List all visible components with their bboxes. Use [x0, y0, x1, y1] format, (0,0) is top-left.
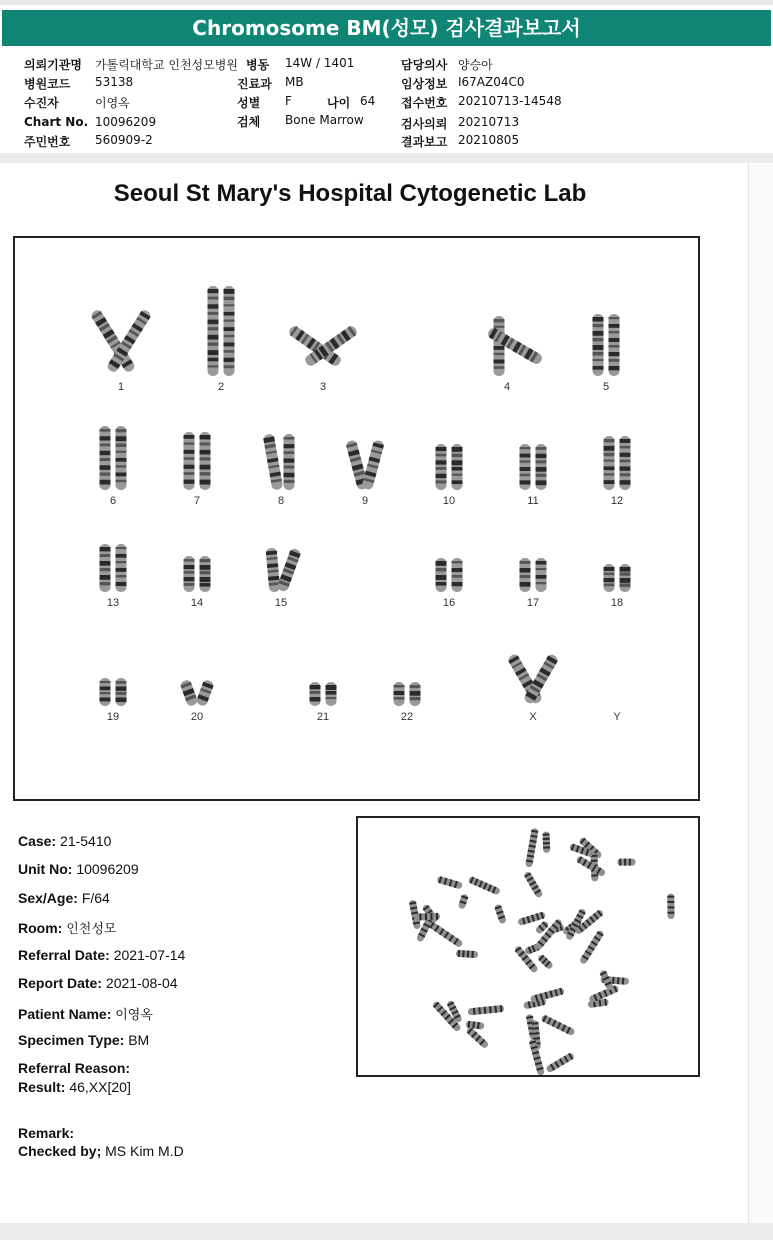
- patient-name-value: 이영옥: [115, 1007, 153, 1022]
- chromosome: [200, 432, 211, 490]
- report-title: Chromosome BM(성모) 검사결과보고서: [2, 10, 771, 46]
- chromosome-label: 14: [190, 597, 204, 609]
- doctor-value: 양승아: [458, 58, 493, 72]
- metaphase-chromosome: [537, 953, 554, 970]
- right-margin: [749, 163, 773, 1223]
- metaphase-chromosome: [542, 831, 550, 853]
- chromosome-label: 2: [217, 381, 225, 393]
- remark-line: [18, 1125, 74, 1141]
- chromosome-label: 1: [117, 381, 125, 393]
- institution-value: 가톨릭대학교 인천성모병원: [95, 58, 238, 72]
- metaphase-chromosome: [494, 904, 507, 925]
- checked-label: Checked by;: [18, 1143, 102, 1159]
- chromosome: [361, 439, 385, 490]
- chart-value: 10096209: [95, 115, 157, 129]
- chromosome: [184, 556, 195, 592]
- metaphase-chromosome: [436, 876, 463, 890]
- metaphase-chromosome: [523, 871, 543, 899]
- chromosome-label: 4: [503, 381, 511, 393]
- chromosome: [620, 564, 631, 592]
- bottom-margin: [0, 1223, 773, 1240]
- chromosome: [263, 433, 284, 490]
- chromosome: [100, 544, 111, 592]
- chromosome-label: 15: [274, 597, 288, 609]
- referral-date-label: Referral Date:: [18, 947, 110, 963]
- chromosome: [609, 314, 620, 376]
- specimen-type-value: BM: [128, 1032, 150, 1048]
- top-border: [0, 0, 773, 5]
- chromosome: [394, 682, 405, 706]
- chromosome: [200, 556, 211, 592]
- chromosome: [195, 679, 214, 707]
- specimen-value: Bone Marrow: [285, 113, 364, 127]
- patient-name-label: Patient Name:: [18, 1006, 112, 1022]
- age-label: 나이: [327, 96, 351, 110]
- chromosome: [536, 444, 547, 490]
- chromosome-label: 9: [361, 495, 369, 507]
- metaphase-chromosome: [617, 859, 635, 866]
- remark-label: Remark:: [18, 1125, 75, 1141]
- metaphase-chromosome: [534, 918, 563, 951]
- chromosome: [604, 436, 615, 490]
- chromosome: [410, 682, 421, 706]
- report-date-label: Report Date:: [18, 975, 103, 991]
- clinical-label: 임상정보: [401, 77, 448, 91]
- chromosome-label: 19: [106, 711, 120, 723]
- result-line: [18, 1079, 131, 1095]
- sex-label: 성별: [237, 96, 261, 110]
- referral-date-line: [18, 947, 185, 963]
- metaphase-chromosome: [529, 1038, 545, 1075]
- patient-name-line: [18, 1004, 153, 1023]
- chromosome-label: 17: [526, 597, 540, 609]
- chromosome-label: 16: [442, 597, 456, 609]
- chromosome-label: X: [529, 711, 537, 723]
- ward-label: 병동: [246, 58, 270, 72]
- sex-value: F: [285, 94, 292, 108]
- chromosome: [452, 444, 463, 490]
- case-value: 21-5410: [60, 833, 112, 849]
- chromosome: [326, 682, 337, 706]
- chromosome: [208, 286, 219, 376]
- dept-value: MB: [285, 75, 304, 89]
- unit-line: [18, 861, 139, 877]
- referral-reason-line: [18, 1060, 130, 1076]
- chromosome-label: 11: [527, 495, 539, 507]
- chromosome: [184, 432, 195, 490]
- room-value: 인천성모: [66, 921, 117, 936]
- chromosome-label: Y: [613, 711, 621, 723]
- room-label: Room:: [18, 920, 63, 936]
- request-value: 20210713: [458, 115, 520, 129]
- chromosome-label: 10: [442, 495, 456, 507]
- chromosome: [494, 316, 505, 376]
- case-label: Case:: [18, 833, 57, 849]
- chromosome: [116, 678, 127, 706]
- chromosome: [284, 434, 295, 490]
- chromosome: [436, 558, 447, 592]
- report-date-line: [18, 975, 178, 991]
- age-value: 64: [360, 94, 376, 108]
- chromosome: [620, 436, 631, 490]
- section-divider: [0, 153, 773, 163]
- specimen-type-line: [18, 1032, 149, 1048]
- request-label: 검사의뢰: [401, 117, 448, 131]
- metaphase-chromosome: [545, 1052, 575, 1074]
- chromosome: [436, 444, 447, 490]
- patient-value: 이영옥: [95, 96, 130, 110]
- chromosome-label: 20: [190, 711, 204, 723]
- institution-label: 의뢰기관명: [24, 58, 82, 72]
- patient-label: 수진자: [24, 96, 59, 110]
- referral-date-value: 2021-07-14: [113, 947, 186, 963]
- sexage-line: [18, 890, 110, 906]
- metaphase-chromosome: [458, 893, 469, 909]
- checked-line: [18, 1143, 184, 1159]
- chart-label: Chart No.: [24, 115, 89, 129]
- metaphase-chromosome: [525, 828, 539, 868]
- chromosome-label: 21: [316, 711, 330, 723]
- chromosome-label: 3: [319, 381, 327, 393]
- metaphase-chromosome: [456, 950, 479, 958]
- chromosome: [310, 682, 321, 706]
- report-date-value: 2021-08-04: [105, 975, 178, 991]
- lab-title: Seoul St Mary's Hospital Cytogenetic Lab: [113, 180, 587, 207]
- checked-value: MS Kim M.D: [105, 1143, 184, 1159]
- patient-info-grid: [0, 52, 773, 152]
- receipt-label: 접수번호: [401, 96, 448, 110]
- dept-label: 진료과: [237, 77, 272, 91]
- chromosome-label: 12: [610, 495, 624, 507]
- chromosome: [593, 314, 604, 376]
- chromosome-label: 22: [400, 711, 414, 723]
- chromosome-label: 8: [277, 495, 285, 507]
- metaphase-figure: [358, 818, 698, 1075]
- unit-label: Unit No:: [18, 861, 73, 877]
- report-value: 20210805: [458, 133, 520, 147]
- rrn-label: 주민번호: [24, 135, 71, 149]
- specimen-type-label: Specimen Type:: [18, 1032, 125, 1048]
- chromosome-label: 5: [602, 381, 610, 393]
- chromosome-label: 7: [193, 495, 201, 507]
- metaphase-chromosome: [428, 921, 464, 949]
- referral-reason-label: Referral Reason:: [18, 1060, 131, 1076]
- chromosome: [100, 426, 111, 490]
- chromosome: [116, 426, 127, 490]
- chromosome-label: 13: [106, 597, 120, 609]
- metaphase-chromosome: [466, 1021, 485, 1030]
- unit-value: 10096209: [76, 861, 139, 877]
- metaphase-image: [356, 816, 700, 1077]
- chromosome-label: 18: [610, 597, 624, 609]
- clinical-value: I67AZ04C0: [458, 75, 525, 89]
- chromosome: [276, 547, 301, 592]
- hospital-code-value: 53138: [95, 75, 134, 89]
- result-value: 46,XX[20]: [69, 1079, 131, 1095]
- metaphase-chromosome: [468, 1005, 505, 1016]
- result-label: Result:: [18, 1079, 66, 1095]
- chromosome: [520, 558, 531, 592]
- karyogram-figure: [15, 238, 698, 799]
- metaphase-chromosome: [465, 1026, 489, 1049]
- chromosome: [100, 678, 111, 706]
- chromosome: [520, 444, 531, 490]
- chromosome: [604, 564, 615, 592]
- receipt-value: 20210713-14548: [458, 94, 562, 108]
- ward-value: 14W / 1401: [285, 56, 355, 70]
- chromosome: [116, 544, 127, 592]
- chromosome: [179, 679, 198, 707]
- metaphase-chromosome: [414, 913, 440, 921]
- rrn-value: 560909-2: [95, 133, 153, 147]
- sexage-value: F/64: [81, 890, 110, 906]
- chromosome: [224, 286, 235, 376]
- room-line: [18, 918, 116, 937]
- metaphase-chromosome: [579, 929, 605, 965]
- case-line: [18, 833, 111, 849]
- metaphase-chromosome: [667, 894, 674, 919]
- metaphase-chromosome: [540, 1014, 575, 1036]
- hospital-code-label: 병원코드: [24, 77, 71, 91]
- chromosome-label: 6: [109, 495, 117, 507]
- metaphase-chromosome: [468, 876, 501, 896]
- sexage-label: Sex/Age:: [18, 890, 78, 906]
- specimen-label: 검체: [237, 115, 261, 129]
- report-label: 결과보고: [401, 135, 448, 149]
- karyogram-image: [13, 236, 700, 801]
- metaphase-chromosome: [530, 987, 565, 1003]
- chromosome: [452, 558, 463, 592]
- chromosome: [536, 558, 547, 592]
- doctor-label: 담당의사: [401, 58, 448, 72]
